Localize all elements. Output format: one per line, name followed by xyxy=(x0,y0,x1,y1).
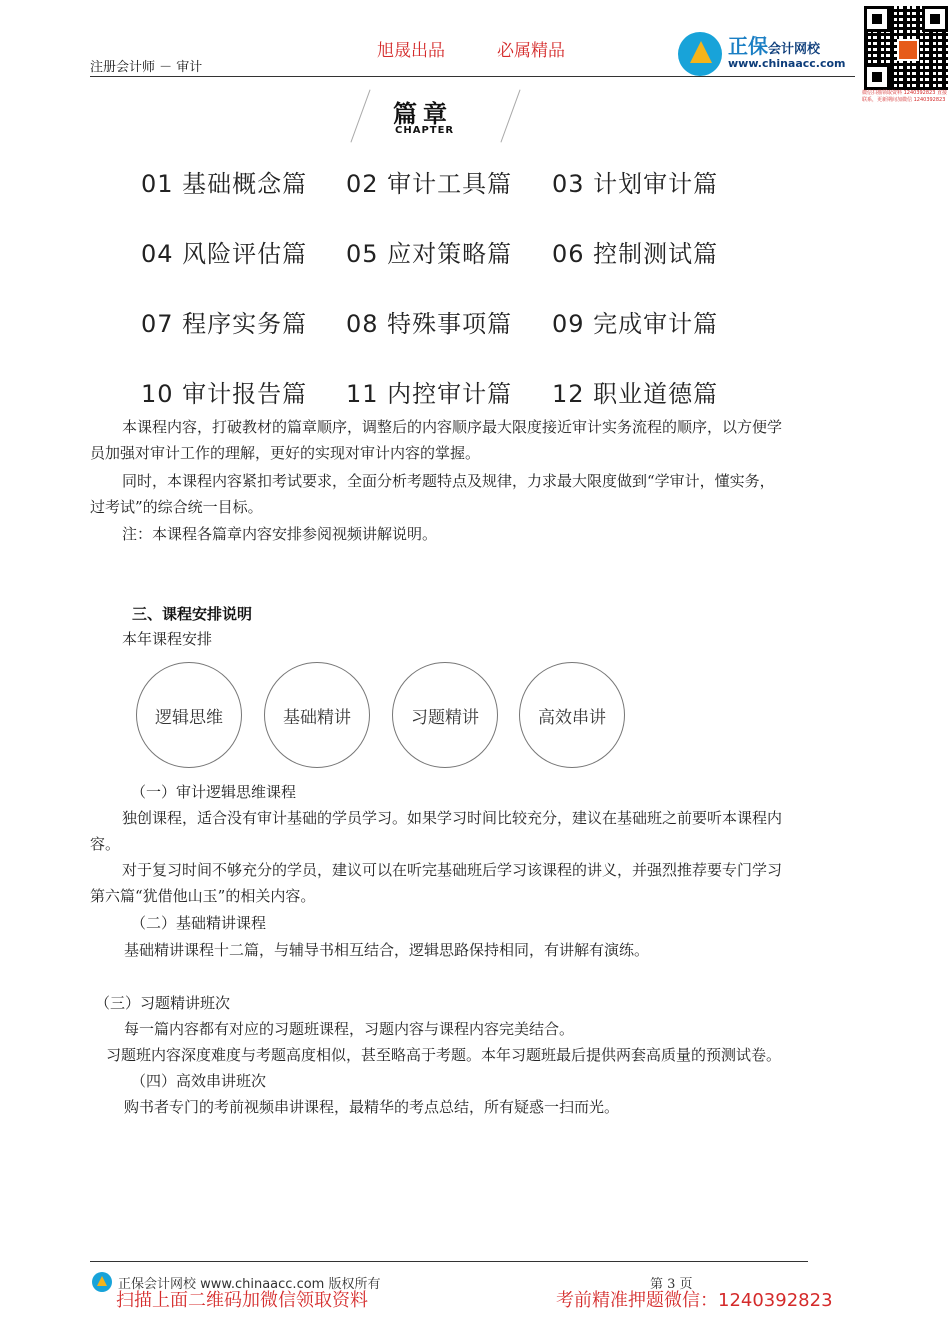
s1-p1-line1: 独创课程，适合没有审计基础的学员学习。如果学习时间比较充分，建议在基础班之前要听本课程内 xyxy=(122,809,783,827)
chapter-item: 06 控制测试篇 xyxy=(552,240,719,268)
chapter-item: 04 风险评估篇 xyxy=(141,240,308,268)
page-number: 第 3 页 xyxy=(650,1277,693,1292)
chapter-item: 01 基础概念篇 xyxy=(141,170,308,198)
chinaacc-logo[interactable] xyxy=(678,28,860,76)
circle-review: 高效串讲 xyxy=(519,662,625,768)
s2-p1: 基础精讲课程十二篇，与辅导书相互结合，逻辑思路保持相同，有讲解有演练。 xyxy=(124,941,650,959)
intro-p2-line2: 过考试”的综合统一目标。 xyxy=(90,498,263,516)
s2-title: （二）基础精讲课程 xyxy=(131,914,267,932)
s1-p2-line1: 对于复习时间不够充分的学员，建议可以在听完基础班后学习该课程的讲义，并强烈推荐要专门学习 xyxy=(122,861,783,879)
chapter-item: 03 计划审计篇 xyxy=(552,170,719,198)
chapter-item: 11 内控审计篇 xyxy=(346,380,513,408)
intro-p2-line1: 同时，本课程内容紧扣考试要求，全面分析考题特点及规律，力求最大限度做到“学审计，懂实务， xyxy=(122,472,775,490)
chapter-item: 05 应对策略篇 xyxy=(346,240,513,268)
qr-caption: 微信扫描领取资料 1240392823 直接联系，更新期间加微信 1240392823 xyxy=(862,90,947,103)
footer-logo-icon xyxy=(92,1272,112,1292)
footer-divider xyxy=(90,1261,808,1262)
footer-promo-right: 考前精准押题微信：1240392823 xyxy=(556,1290,833,1311)
qr-code-icon xyxy=(862,4,950,92)
slogan-left: 旭晟出品 xyxy=(377,41,445,61)
chapter-item: 09 完成审计篇 xyxy=(552,310,719,338)
s1-p2-line2: 第六篇“犹借他山玉”的相关内容。 xyxy=(90,887,316,905)
footer-promo-left: 扫描上面二维码加微信领取资料 xyxy=(116,1290,368,1311)
intro-p1-line1: 本课程内容，打破教材的篇章顺序，调整后的内容顺序最大限度接近审计实务流程的顺序，以方便学 xyxy=(122,418,783,436)
s1-title: （一）审计逻辑思维课程 xyxy=(131,783,297,801)
chapter-title: 篇章 xyxy=(393,100,453,128)
logo-icon xyxy=(678,32,722,76)
chapter-item: 10 审计报告篇 xyxy=(141,380,308,408)
intro-note: 注：本课程各篇章内容安排参阅视频讲解说明。 xyxy=(122,525,438,543)
s3-p2: 习题班内容深度难度与考题高度相似，甚至略高于考题。本年习题班最后提供两套高质量的预测试卷。 xyxy=(106,1046,782,1064)
decor-slash-left xyxy=(350,90,370,143)
logo-url: www.chinaacc.com xyxy=(728,57,846,70)
section-heading: 三、课程安排说明 xyxy=(132,605,253,623)
s3-title: （三）习题精讲班次 xyxy=(95,994,231,1012)
s4-p1: 购书者专门的考前视频串讲课程，最精华的考点总结，所有疑惑一扫而光。 xyxy=(124,1098,620,1116)
chapter-item: 02 审计工具篇 xyxy=(346,170,513,198)
chapter-item: 08 特殊事项篇 xyxy=(346,310,513,338)
intro-p1-line2: 员加强对审计工作的理解，更好的实现对审计内容的掌握。 xyxy=(90,444,481,462)
header-divider xyxy=(90,76,855,77)
circle-basic: 基础精讲 xyxy=(264,662,370,768)
footer-copyright: 正保会计网校 www.chinaacc.com 版权所有 xyxy=(118,1277,381,1292)
s3-p1: 每一篇内容都有对应的习题班课程，习题内容与课程内容完美结合。 xyxy=(124,1020,575,1038)
chapter-item: 12 职业道德篇 xyxy=(552,380,719,408)
chapter-item: 07 程序实务篇 xyxy=(141,310,308,338)
section-subheading: 本年课程安排 xyxy=(122,630,213,648)
circle-logic: 逻辑思维 xyxy=(136,662,242,768)
decor-slash-right xyxy=(500,90,520,143)
course-name: 注册会计师 － 审计 xyxy=(90,60,203,75)
s1-p1-line2: 容。 xyxy=(90,835,121,853)
circle-exercise: 习题精讲 xyxy=(392,662,498,768)
logo-title: 正保会计网校 xyxy=(728,34,821,58)
chapter-title-en: CHAPTER xyxy=(395,125,455,136)
slogan-right: 必属精品 xyxy=(497,41,565,61)
s4-title: （四）高效串讲班次 xyxy=(131,1072,267,1090)
